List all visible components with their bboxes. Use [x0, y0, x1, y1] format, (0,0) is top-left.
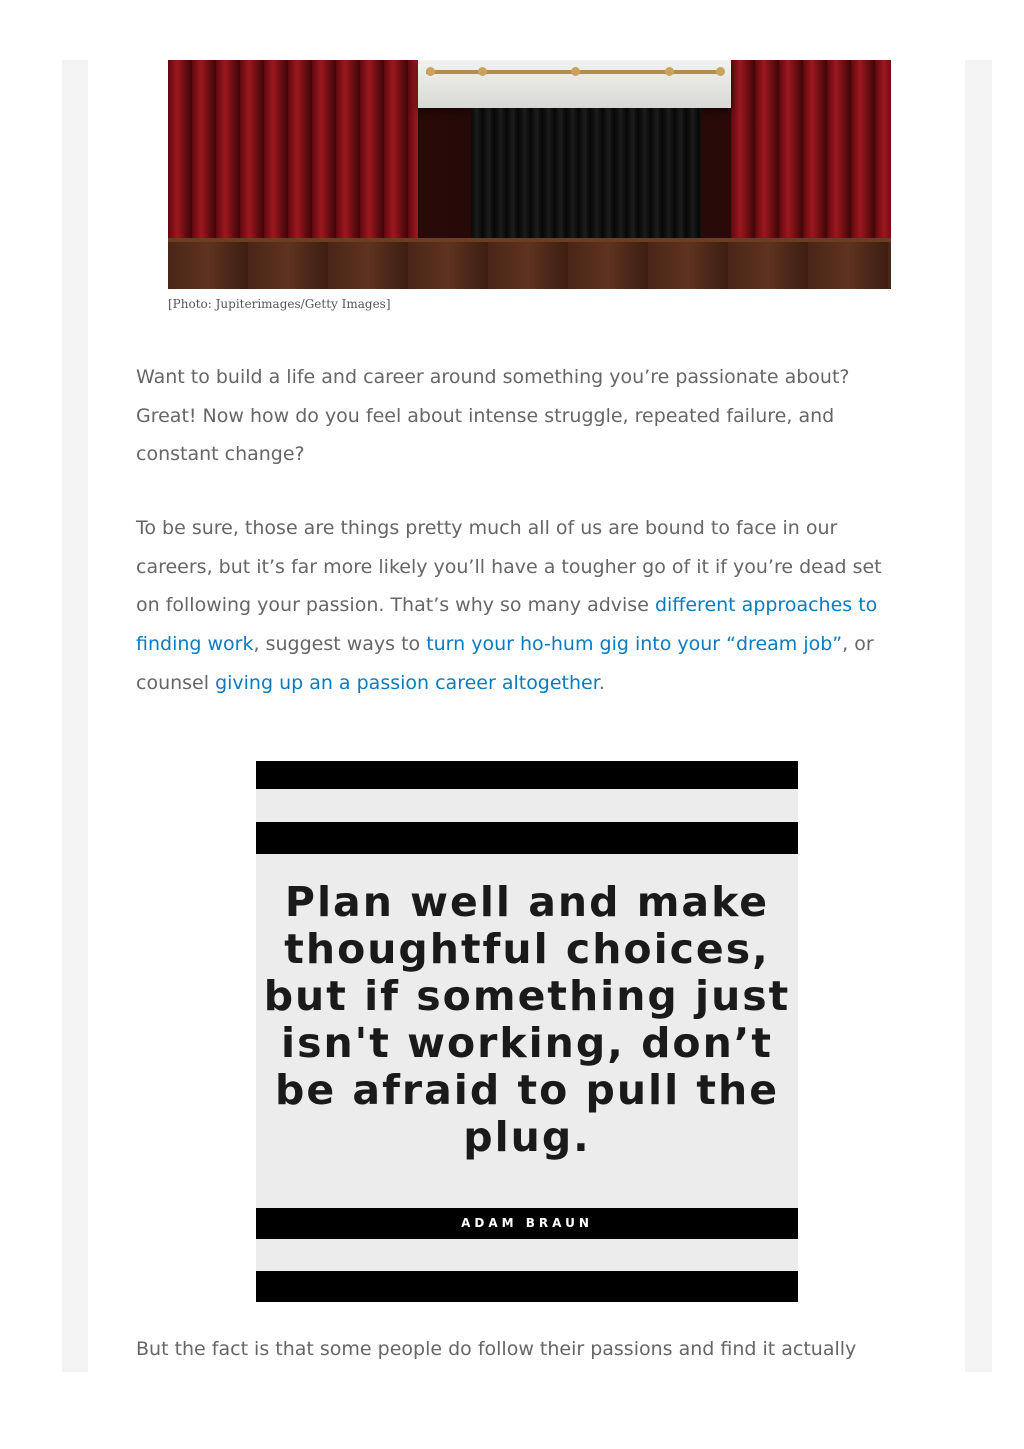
quote-author: ADAM BRAUN	[461, 1216, 593, 1230]
paragraph-text: To be sure, those are things pretty much all of us are bound to face in our careers, but it’s far more likely you’ll have a tougher go of it if you’re dead set on following your passion. That’s why so many advise	[136, 517, 882, 617]
black-stage-skirt	[471, 108, 701, 238]
wooden-stage-floor	[168, 238, 891, 289]
quote-graphic	[256, 761, 798, 1302]
rail-knob	[716, 67, 725, 76]
rail-knob	[571, 67, 580, 76]
theater-stage-photo	[168, 60, 891, 289]
link-dream-job[interactable]: turn your ho-hum gig into your “dream job”	[426, 633, 843, 656]
rail-knob	[665, 67, 674, 76]
link-different-approaches[interactable]: different approaches to finding work	[136, 594, 878, 656]
left-gutter	[62, 60, 88, 1372]
quote-text: Plan well and make thoughtful choices, but if something just isn't working, don’t be afraid to pull the plug.	[263, 878, 791, 1161]
quote-stripe	[256, 1271, 798, 1302]
right-gutter	[965, 60, 992, 1372]
paragraph-continuation: But the fact is that some people do follow their passions and find it actually	[136, 1338, 857, 1360]
right-red-curtain	[731, 60, 891, 240]
rail-knob	[426, 67, 435, 76]
link-giving-up-passion[interactable]: giving up an a passion career altogether	[215, 671, 599, 694]
paragraph-text: , suggest ways to	[253, 633, 427, 656]
paragraph-advice	[136, 509, 906, 703]
stage-floor-edge	[168, 238, 891, 242]
quote-stripe	[256, 822, 798, 854]
photo-caption: [Photo: Jupiterimages/Getty Images]	[168, 297, 391, 311]
paragraph-text: , or counsel	[136, 633, 874, 694]
rail-knob	[478, 67, 487, 76]
quote-stripe	[256, 761, 798, 789]
left-red-curtain	[168, 60, 418, 240]
paragraph-text: .	[598, 671, 605, 694]
paragraph-intro: Want to build a life and career around something you’re passionate about? Great! Now how do you feel about intense struggle, repeated failure, and constant change?	[136, 366, 850, 466]
